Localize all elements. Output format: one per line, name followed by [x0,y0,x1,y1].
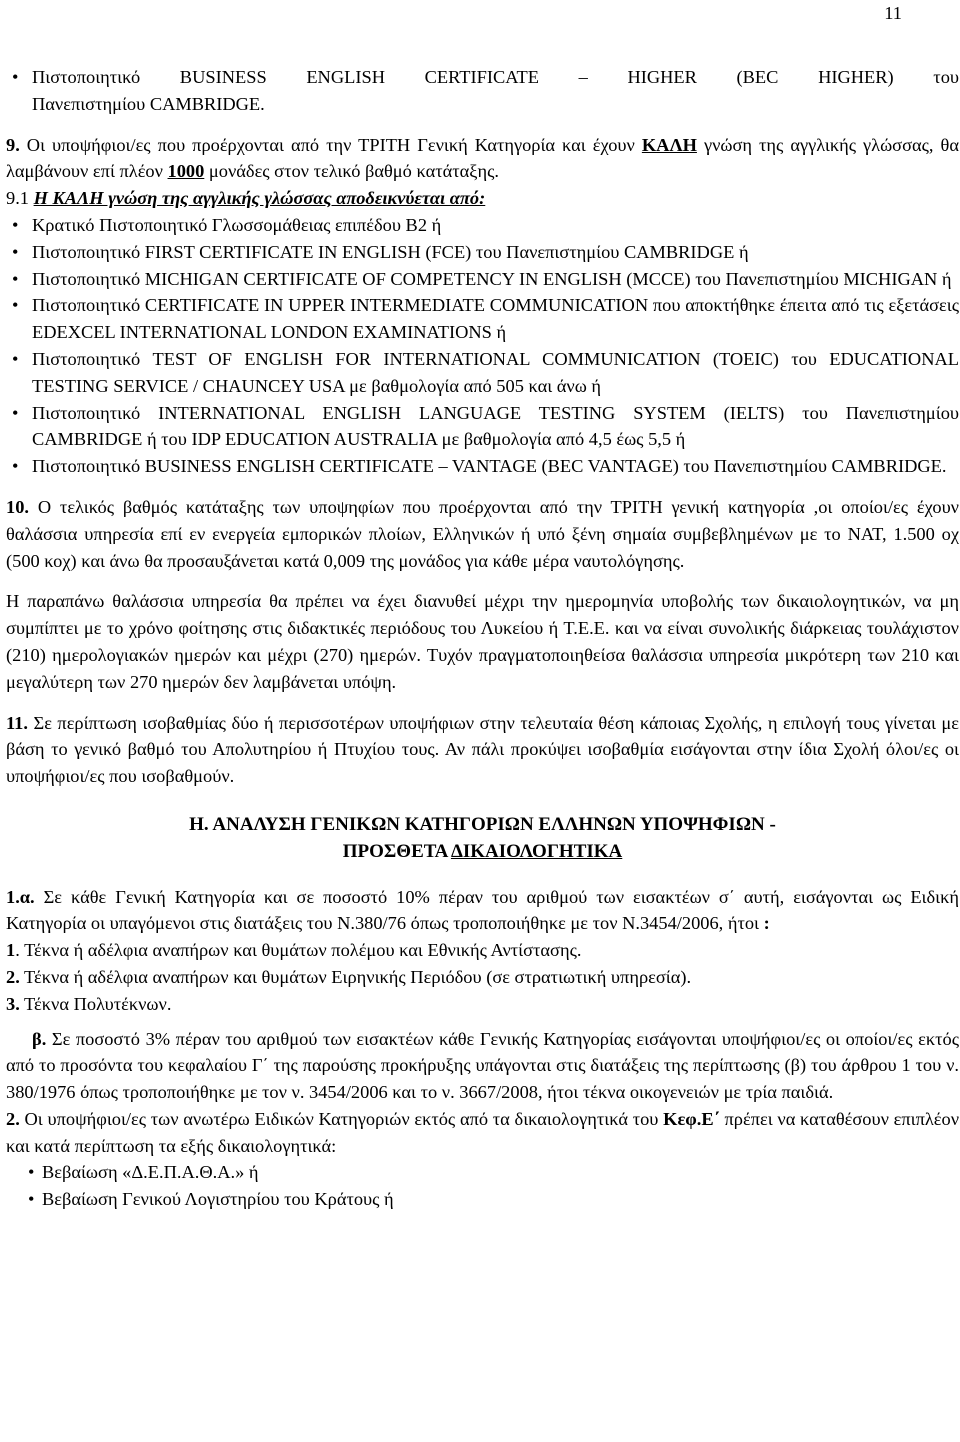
list-item: • Κρατικό Πιστοποιητικό Γλωσσομάθειας επιπέδου Β2 ή [6,212,959,239]
list-item: • Πιστοποιητικό CERTIFICATE IN UPPER INTERMEDIATE COMMUNICATION που αποκτήθηκε έπειτα από τις εξετάσεις EDEXCEL INTERNATIONAL LONDON EXAMINATIONS ή [6,292,959,346]
numbered-item: 3. Τέκνα Πολυτέκνων. [6,993,172,1014]
numbered-item: 1. Τέκνα ή αδέλφια αναπήρων και θυμάτων πολέμου και Εθνικής Αντίστασης. [6,940,582,961]
list-item [6,64,959,118]
list-item: • Πιστοποιητικό INTERNATIONAL ENGLISH LANGUAGE TESTING SYSTEM (IELTS) του Πανεπιστημίου CAMBRIDGE ή του IDP EDUCATION AUSTRALIA με βαθμολογία από 4,5 έως 5,5 ή [6,400,959,454]
numbered-item: 2. Τέκνα ή αδέλφια αναπήρων και θυμάτων Ειρηνικής Περιόδου (σε στρατιωτική υπηρεσία). [6,966,692,987]
section-1b-paragraph: β. Σε ποσοστό 3% πέραν του αριθμού των εισακτέων κάθε Γενικής Κατηγορίας εισάγονται υποψήφιοι/ες οι οποίοι/ες εκτός από το προσόντα του κεφαλαίου Γ΄ της παρούσης προκήρυξης υπάγονται στις διατάξεις της περίπτωσης (β) του άρθρου 1 του ν. 380/1976 όπως τροποποιήθηκε με τον ν. 3454/2006 και το ν. 3667/2008, ήτοι τέκνα οικογενειών με τρία παιδιά. [6,1028,959,1103]
list-item: • Πιστοποιητικό TEST OF ENGLISH FOR INTERNATIONAL COMMUNICATION (TOEIC) του EDUCATIONAL TESTING SERVICE / CHAUNCEY USA με βαθμολογία από 505 και άνω ή [6,346,959,400]
section-1a-paragraph: 1.α. Σε κάθε Γενική Κατηγορία και σε ποσοστό 10% πέραν του αριθμού των εισακτέων σ΄ αυτή, εισάγονται ως Ειδική Κατηγορία οι υπαγόμενοι στις διατάξεις του Ν.380/76 όπως τροποποιήθηκε με τον Ν.3454/2006, ήτοι : [6,886,959,934]
section-number: 9.1 [6,188,34,209]
emphasis: ΚΑΛΗ [641,134,697,155]
documents-list [6,1159,959,1213]
section-9-1-heading [6,185,959,212]
list-item-text: Πανεπιστημίου CAMBRIDGE. [32,93,265,114]
section-2-paragraph: 2. Οι υποψήφιοι/ες των ανωτέρω Ειδικών Κατηγοριών εκτός από τα δικαιολογητικά του Κεφ.Ε΄ πρέπει να καταθέσουν επιπλέον και κατά περίπτωση τα εξής δικαιολογητικά: [6,1108,960,1156]
section-number: 11. [6,712,28,733]
list-item: • Πιστοποιητικό MICHIGAN CERTIFICATE OF COMPETENCY IN ENGLISH (MCCE) του Πανεπιστημίου MICHIGAN ή [6,266,959,293]
list-item: • Βεβαίωση Γενικού Λογιστηρίου του Κράτους ή [6,1186,959,1213]
section-number: 10. [6,496,29,517]
bullet-list-top [6,64,959,118]
page-number: 11 [884,3,902,23]
list-item: • Πιστοποιητικό FIRST CERTIFICATE IN ENGLISH (FCE) του Πανεπιστημίου CAMBRIDGE ή [6,239,959,266]
section-number: 1.α. [6,886,35,907]
list-item: • Βεβαίωση «Δ.Ε.Π.Α.Θ.Α.» ή [6,1159,959,1186]
subsection-heading: Η ΚΑΛΗ γνώση της αγγλικής γλώσσας αποδεικνύεται από: [33,188,486,209]
emphasis: 1000 [167,161,205,182]
certificate-list [6,212,959,480]
section-number: 2. [6,1108,20,1129]
section-number: 9. [6,134,20,155]
section-10-paragraph-2: Η παραπάνω θαλάσσια υπηρεσία θα πρέπει να έχει διανυθεί μέχρι την ημερομηνία υποβολής των δικαιολογητικών, να μη συμπίπτει με το χρόνο φοίτησης στις διδακτικές περιόδους του Λυκείου ή Τ.Ε.Ε. και να είναι συνολικής διάρκειας τουλάχιστον (210) ημερολογιακών ημερών και μέχρι (270) ημερών. Τυχόν πραγματοποιηθείσα θαλάσσια υπηρεσία μικρότερη των 210 και μεγαλύτερη των 270 ημερών δεν λαμβάνεται υπόψη. [6,591,959,692]
list-item: • Πιστοποιητικό BUSINESS ENGLISH CERTIFICATE – VANTAGE (BEC VANTAGE) του Πανεπιστημίου CAMBRIDGE. [6,453,959,480]
chapter-reference: Κεφ.Ε΄ [663,1108,720,1129]
list-item-text: • Πιστοποιητικό BUSINESS ENGLISH CERTIFICATE – HIGHER (BEC HIGHER) του [32,67,959,87]
section-10-paragraph: 10. Ο τελικός βαθμός κατάταξης των υποψηφίων που προέρχονται από την ΤΡΙΤΗ γενική κατηγορία ,οι οποίοι/ες έχουν θαλάσσια υπηρεσία επί εν ενεργεία εμπορικών πλοίων, Ελληνικών ή υπό ξένη σημαία συμβεβλημένων με το ΝΑΤ, 1.500 οχ (500 κοχ) και άνω θα προσαυξάνεται κατά 0,009 της μονάδος για κάθε μέρα ναυτολόγησης. [6,496,959,571]
section-number: β. [32,1028,47,1049]
document-body [6,64,959,1213]
section-h-title: Η. ΑΝΑΛΥΣΗ ΓΕΝΙΚΩΝ ΚΑΤΗΓΟΡΙΩΝ ΕΛΛΗΝΩΝ ΥΠΟΨΗΦΙΩΝ - ΠΡΟΣΘΕΤΑ ΔΙΚΑΙΟΛΟΓΗΤΙΚΑ [189,813,776,862]
section-11-paragraph: 11. Σε περίπτωση ισοβαθμίας δύο ή περισσοτέρων υποψήφιων στην τελευταία θέση κάποιας Σχολής, η επιλογή τους γίνεται με βάση το γενικό βαθμό του Απολυτηρίου ή Πτυχίου τους. Αν πάλι προκύψει ισοβαθμία εισάγονται στην ίδια Σχολή όλοι/ες οι υποψήφιοι/ες που ισοβαθμούν. [6,712,959,787]
section-9-paragraph: 9. Οι υποψήφιοι/ες που προέρχονται από την ΤΡΙΤΗ Γενική Κατηγορία και έχουν ΚΑΛΗ γνώση της αγγλικής γλώσσας, θα λαμβάνουν επί πλέον 1000 μονάδες στον τελικό βαθμό κατάταξης. [6,134,959,182]
